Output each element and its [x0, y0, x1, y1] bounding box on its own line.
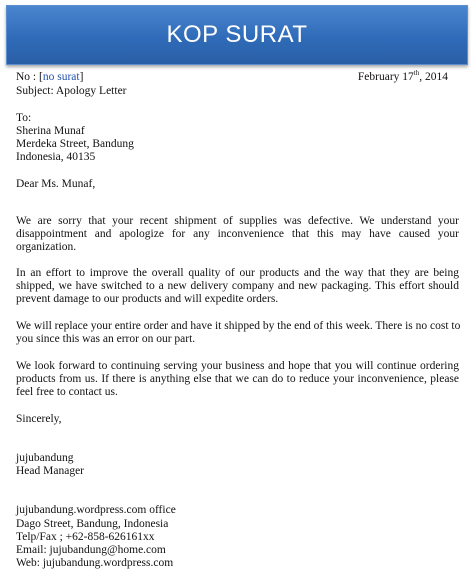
paragraph-line: prevent damage to our products and will expedite orders.	[16, 293, 279, 305]
paragraph-line: products from us. If there is anything else that we can do to reduce your inconvenience, please	[16, 373, 459, 385]
recipient-to-label: To:	[16, 112, 32, 124]
paragraph-line: We are sorry that your recent shipment of supplies was defective. We understand your	[16, 215, 459, 227]
recipient-street: Merdeka Street, Bandung	[16, 138, 134, 150]
office-phone: Telp/Fax ; +62-858-626161xx	[16, 531, 155, 543]
letterhead-banner	[6, 5, 468, 65]
body-paragraph-1	[16, 215, 459, 254]
paragraph-line: We will replace your entire order and have it shipped by the end of this week. There is no cost to	[16, 320, 461, 332]
office-address: Dago Street, Bandung, Indonesia	[16, 518, 169, 530]
office-name: jujubandung.wordpress.com office	[16, 504, 176, 516]
body-paragraph-2	[16, 267, 459, 306]
paragraph-line: shipped, we have switched to a new delivery company and new packaging. This effort should	[16, 280, 459, 292]
salutation: Dear Ms. Munaf,	[16, 178, 96, 190]
letterhead-title: KOP SURAT	[166, 21, 308, 48]
recipient-city: Indonesia, 40135	[16, 151, 96, 163]
recipient-name: Sherina Munaf	[16, 125, 85, 137]
office-email: Email: jujubandung@home.com	[16, 544, 166, 556]
paragraph-line: feel free to contact us.	[16, 386, 118, 398]
body-paragraph-3	[16, 320, 459, 346]
paragraph-line: organization.	[16, 241, 77, 253]
office-website: Web: jujubandung.wordpress.com	[16, 557, 174, 569]
date-prefix: February 17	[357, 71, 414, 83]
paragraph-line: you since this was an error on our part.	[16, 333, 196, 345]
reference-number	[16, 71, 83, 84]
signature-name: jujubandung	[16, 452, 74, 464]
reference-value: no surat	[42, 71, 80, 83]
closing: Sincerely,	[16, 413, 62, 425]
date-ordinal: th	[413, 69, 420, 78]
reference-close: ]	[79, 71, 84, 83]
paragraph-line: disappointment and apologize for any inconvenience that this may have caused your	[16, 228, 459, 240]
paragraph-line: We look forward to continuing serving your business and hope that you will continue ordering	[16, 360, 459, 372]
signature-title: Head Manager	[16, 465, 85, 477]
date-suffix: , 2014	[419, 71, 448, 83]
reference-label: No : [	[16, 71, 43, 83]
paragraph-line: In an effort to improve the overall quality of our products and the way that they are being	[16, 267, 459, 279]
letter-date	[358, 71, 448, 84]
subject-line: Subject: Apology Letter	[16, 85, 127, 97]
body-paragraph-4	[16, 360, 459, 399]
